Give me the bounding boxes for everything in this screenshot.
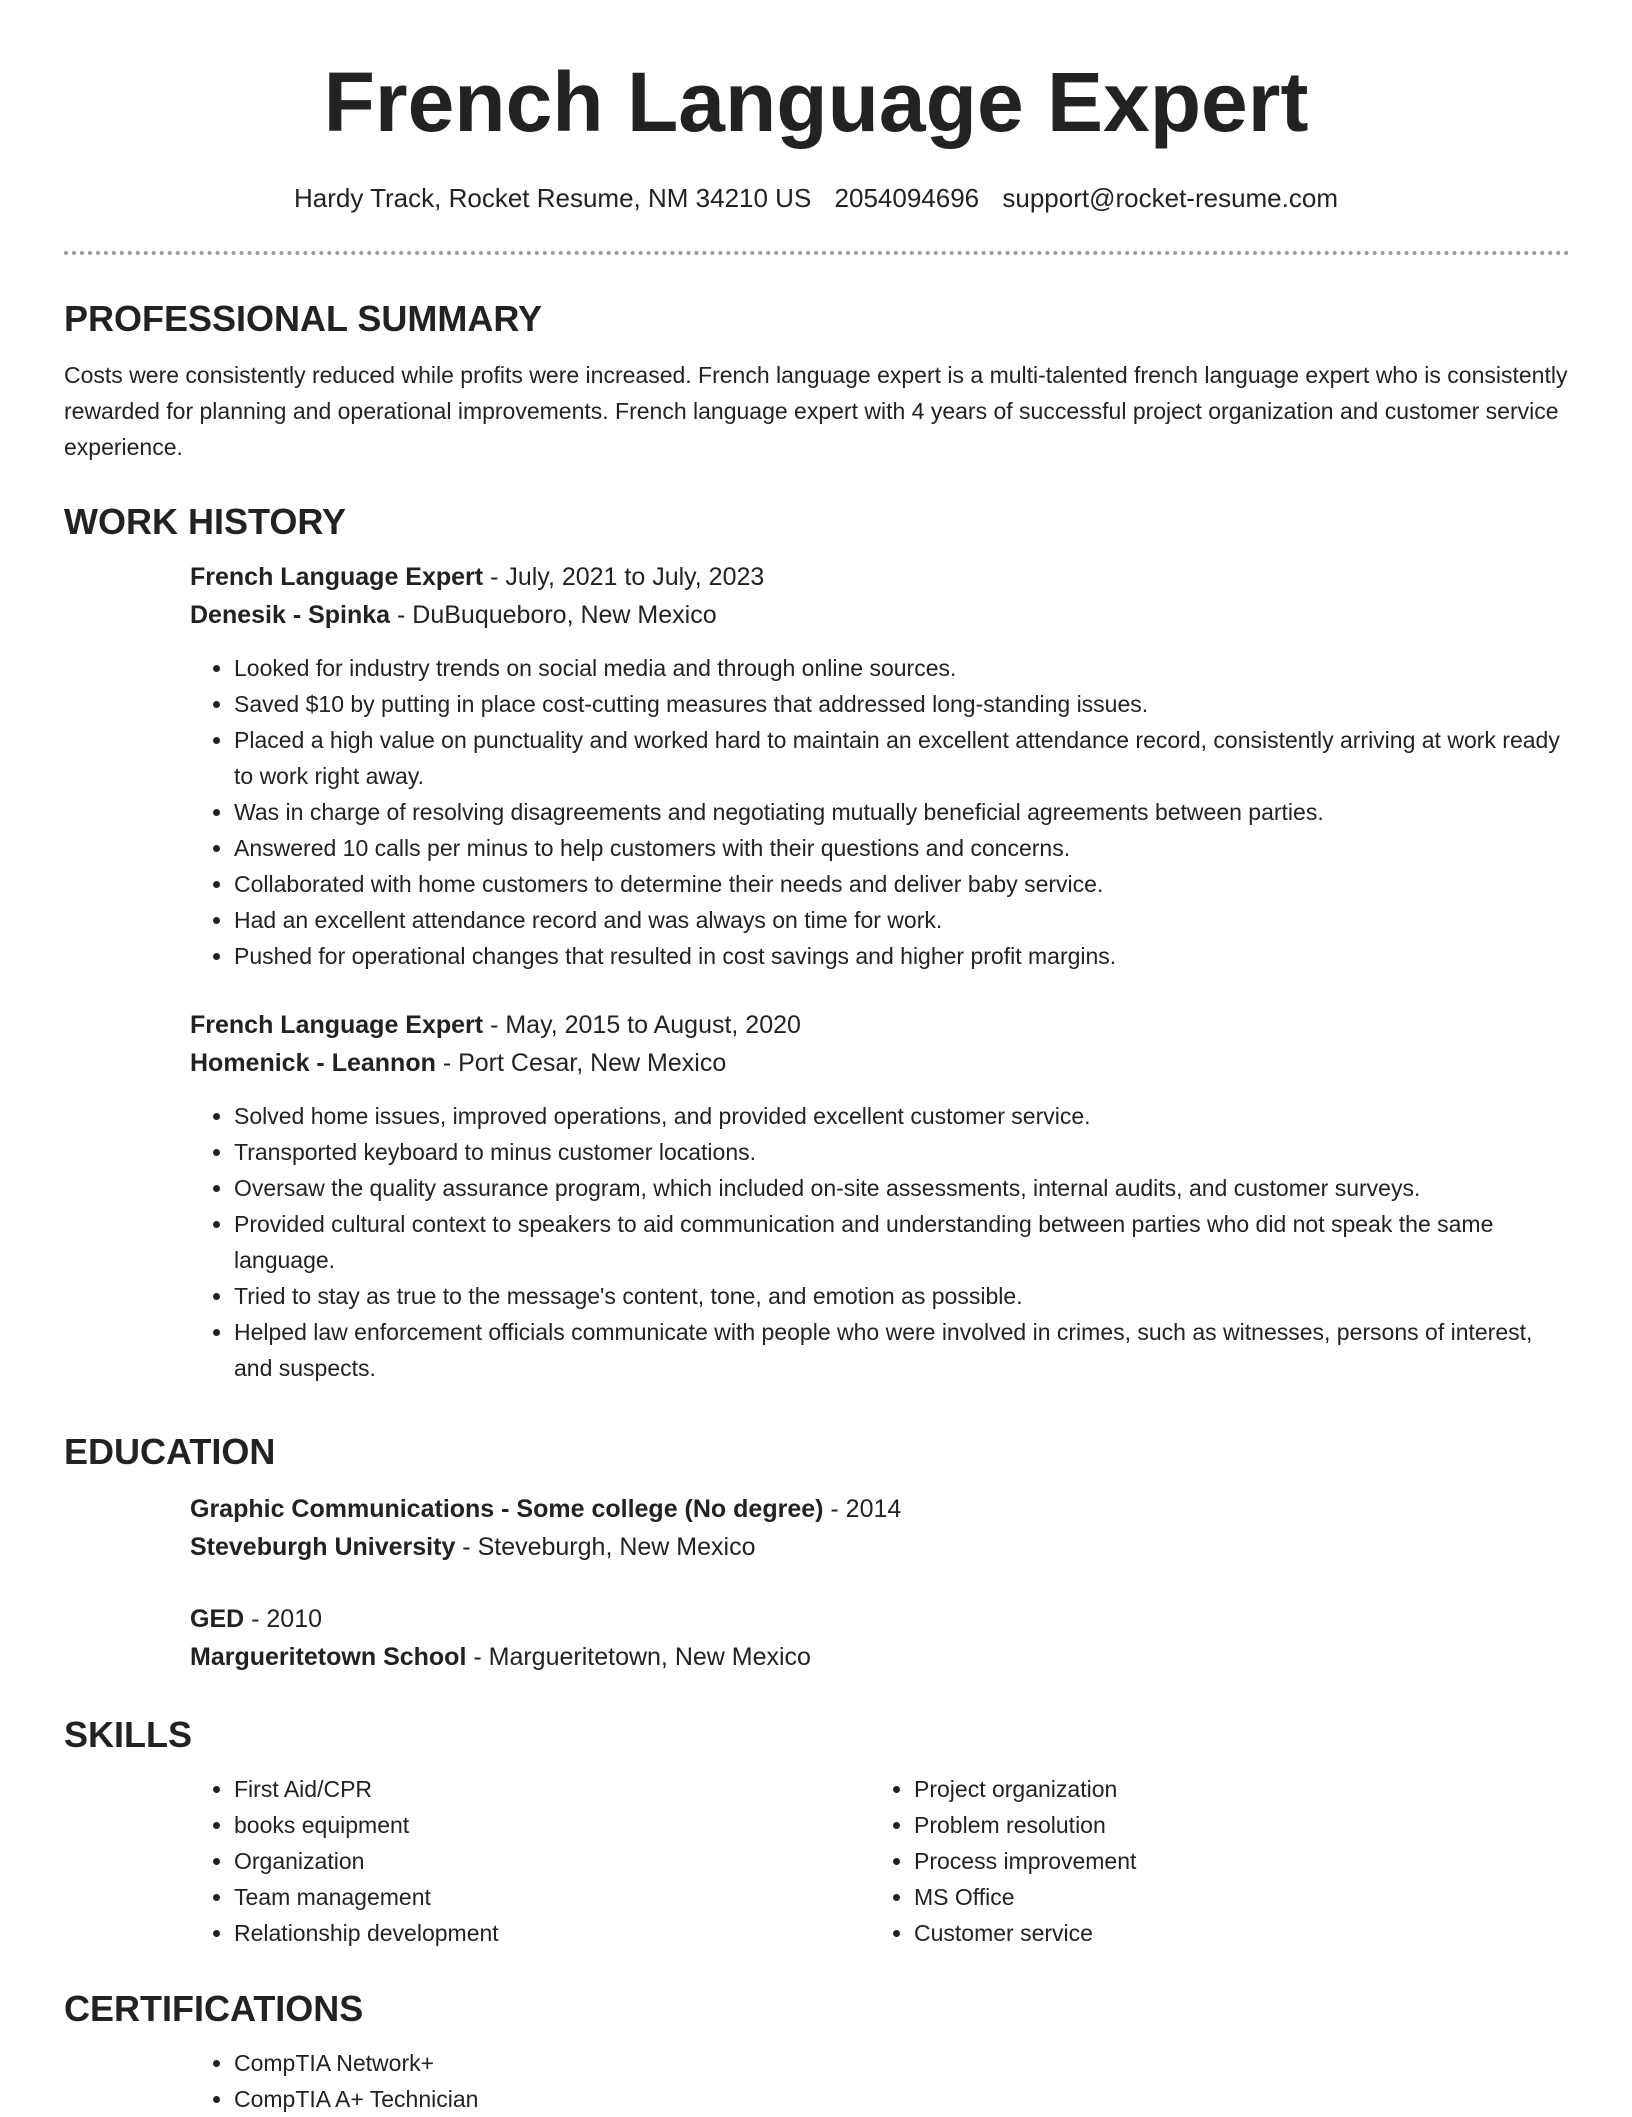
job-role: French Language Expert xyxy=(190,563,484,591)
skills-column-right xyxy=(870,1771,1550,1951)
list-item: • books equipment xyxy=(234,1807,870,1843)
education-degree-line xyxy=(190,1600,1570,1638)
job-company-line xyxy=(190,596,1570,634)
contact-phone: 2054094696 xyxy=(834,183,980,213)
education-school-line xyxy=(190,1638,1570,1676)
summary-section xyxy=(64,297,1570,465)
list-item: • Organization xyxy=(234,1843,870,1879)
resume-name: French Language Expert xyxy=(323,55,1309,149)
list-item: • Was in charge of resolving disagreements and negotiating mutually beneficial agreements between parties. xyxy=(234,794,1570,830)
job-bullets xyxy=(190,1098,1570,1386)
work-title: WORK HISTORY xyxy=(64,501,347,542)
education-year: - 2010 xyxy=(244,1605,323,1633)
contact-address: Hardy Track, Rocket Resume, NM 34210 US xyxy=(294,183,812,213)
education-entry xyxy=(190,1490,1570,1566)
job-title-line xyxy=(190,558,1570,596)
list-item: • Solved home issues, improved operations, and provided excellent customer service. xyxy=(234,1098,1570,1134)
education-title: EDUCATION xyxy=(64,1431,276,1472)
job-company: Denesik - Spinka xyxy=(190,601,391,629)
education-degree: Graphic Communications - Some college (No degree) xyxy=(190,1495,824,1523)
education-degree-line xyxy=(190,1490,1570,1528)
education-school: Steveburgh University xyxy=(190,1533,456,1561)
job-bullets xyxy=(190,650,1570,974)
skills-list xyxy=(190,1771,870,1951)
education-degree: GED xyxy=(190,1605,245,1633)
list-item: • First Aid/CPR xyxy=(234,1771,870,1807)
skills-grid xyxy=(190,1771,1570,1951)
summary-title: PROFESSIONAL SUMMARY xyxy=(64,298,543,339)
skills-column-left xyxy=(190,1771,870,1951)
job-location: - DuBuqueboro, New Mexico xyxy=(390,601,717,629)
certifications-section xyxy=(64,1987,1570,2117)
list-item: • Team management xyxy=(234,1879,870,1915)
job-entry xyxy=(190,1006,1570,1386)
skills-section xyxy=(64,1713,1570,1951)
list-item: • Pushed for operational changes that resulted in cost savings and higher profit margins. xyxy=(234,938,1570,974)
contact-email: support@rocket-resume.com xyxy=(1002,183,1338,213)
list-item: • CompTIA A+ Technician xyxy=(234,2081,1570,2117)
education-location: - Steveburgh, New Mexico xyxy=(455,1533,756,1561)
list-item: • Tried to stay as true to the message's content, tone, and emotion as possible. xyxy=(234,1278,1570,1314)
job-title-line xyxy=(190,1006,1570,1044)
job-company-line xyxy=(190,1044,1570,1082)
skills-title: SKILLS xyxy=(64,1714,193,1755)
job-dates: - May, 2015 to August, 2020 xyxy=(483,1011,801,1039)
job-role: French Language Expert xyxy=(190,1011,484,1039)
list-item: • Customer service xyxy=(914,1915,1550,1951)
list-item: • Transported keyboard to minus customer locations. xyxy=(234,1134,1570,1170)
education-entry xyxy=(190,1600,1570,1676)
education-year: - 2014 xyxy=(823,1495,902,1523)
list-item: • Oversaw the quality assurance program, which included on-site assessments, internal audits, and customer surveys. xyxy=(234,1170,1570,1206)
job-dates: - July, 2021 to July, 2023 xyxy=(483,563,765,591)
list-item: • Provided cultural context to speakers to aid communication and understanding between parties who did not speak the same language. xyxy=(234,1206,1570,1278)
education-location: - Margueritetown, New Mexico xyxy=(466,1643,811,1671)
education-school: Margueritetown School xyxy=(190,1643,467,1671)
list-item: • Looked for industry trends on social media and through online sources. xyxy=(234,650,1570,686)
list-item: • Helped law enforcement officials communicate with people who were involved in crimes, such as witnesses, persons of interest, and suspects. xyxy=(234,1314,1570,1386)
list-item: • Project organization xyxy=(914,1771,1550,1807)
list-item: • Placed a high value on punctuality and worked hard to maintain an excellent attendance record, consistently arriving at work ready to work right away. xyxy=(234,722,1570,794)
list-item: • MS Office xyxy=(914,1879,1550,1915)
header-divider xyxy=(64,251,1570,255)
contact-line xyxy=(0,180,1632,216)
education-school-line xyxy=(190,1528,1570,1566)
summary-text: Costs were consistently reduced while profits were increased. French language expert is a multi-talented french language expert who is consistently rewarded for planning and operational improvements. French language expert with 4 years of successful project organization and customer service experience. xyxy=(64,362,1568,460)
job-company: Homenick - Leannon xyxy=(190,1049,436,1077)
certifications-title: CERTIFICATIONS xyxy=(64,1988,364,2029)
list-item: • Problem resolution xyxy=(914,1807,1550,1843)
job-entry xyxy=(190,558,1570,974)
list-item: • Answered 10 calls per minus to help customers with their questions and concerns. xyxy=(234,830,1570,866)
list-item: • CompTIA Network+ xyxy=(234,2045,1570,2081)
work-section xyxy=(64,500,1570,1386)
skills-list xyxy=(870,1771,1550,1951)
list-item: • Collaborated with home customers to determine their needs and deliver baby service. xyxy=(234,866,1570,902)
job-location: - Port Cesar, New Mexico xyxy=(435,1049,727,1077)
certifications-list xyxy=(190,2045,1570,2117)
list-item: • Saved $10 by putting in place cost-cutting measures that addressed long-standing issues. xyxy=(234,686,1570,722)
list-item: • Had an excellent attendance record and was always on time for work. xyxy=(234,902,1570,938)
list-item: • Relationship development xyxy=(234,1915,870,1951)
certifications-block xyxy=(190,2045,1570,2117)
education-section xyxy=(64,1430,1570,1676)
list-item: • Process improvement xyxy=(914,1843,1550,1879)
